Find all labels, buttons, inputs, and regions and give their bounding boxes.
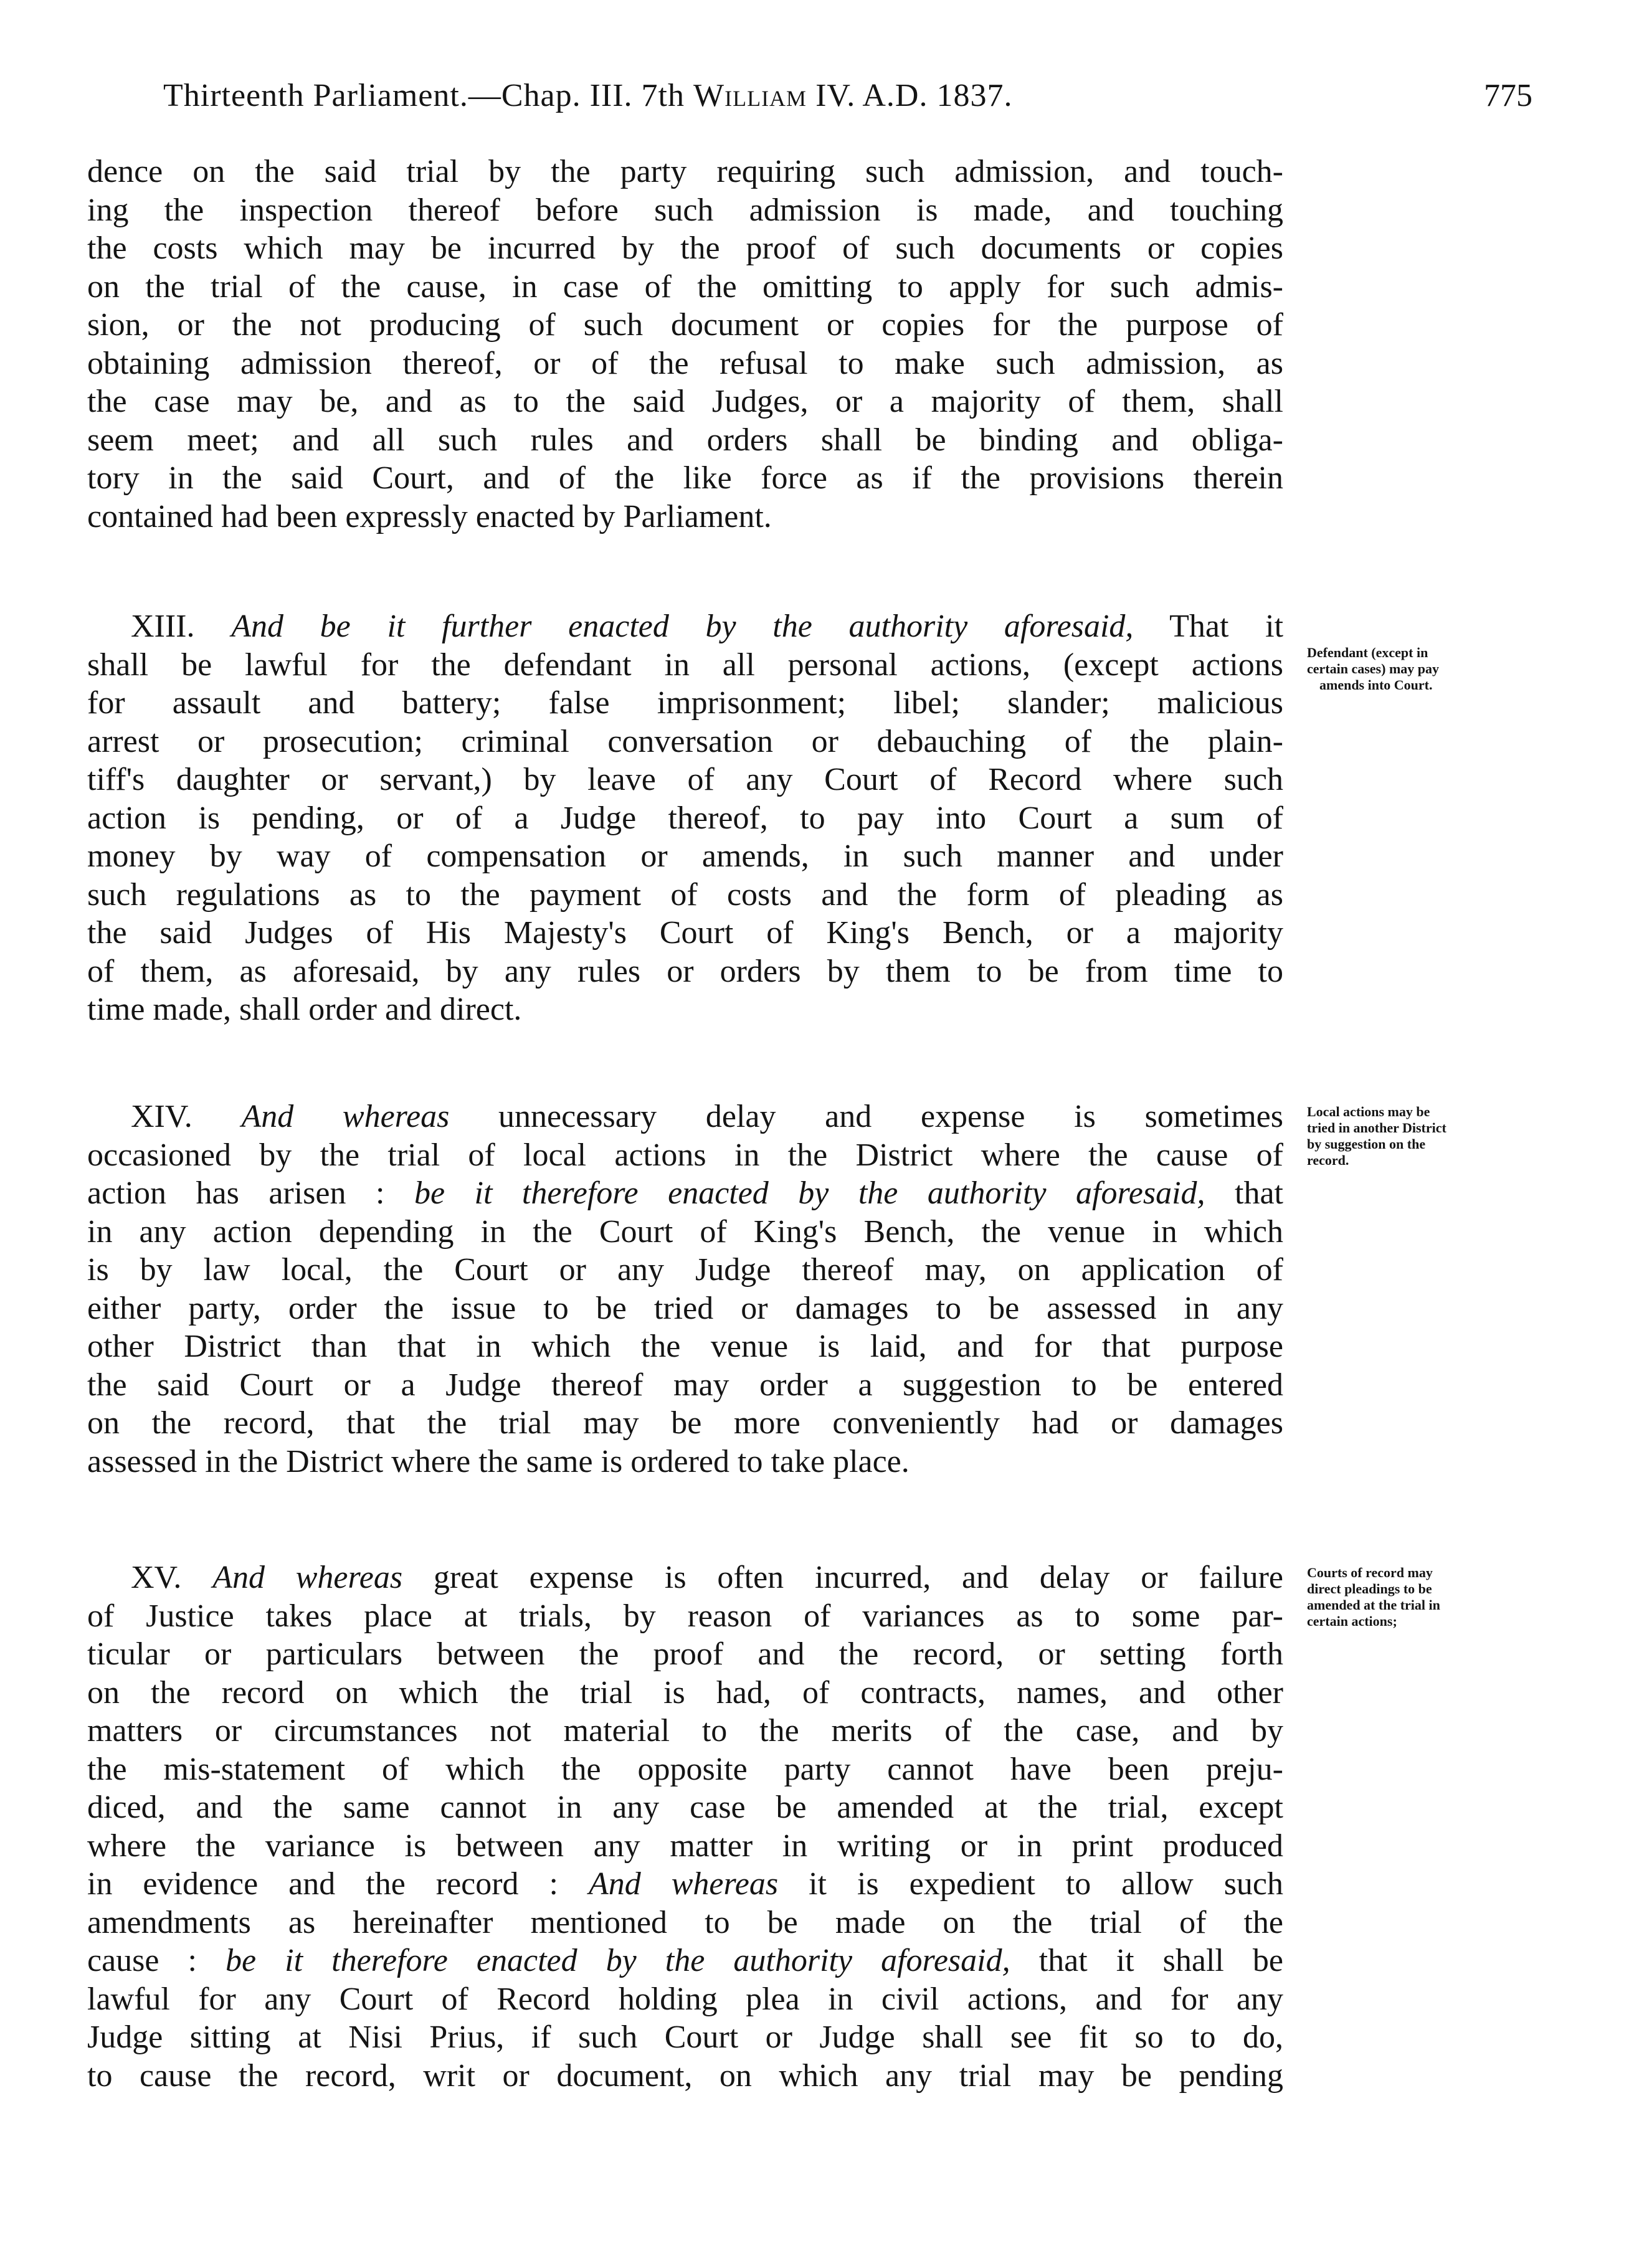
whereas-clause: And whereas <box>588 1866 779 1902</box>
text-line <box>87 1942 1283 1980</box>
section-number: XV. <box>131 1560 182 1595</box>
margin-note-line: amends into Court. <box>1319 677 1433 693</box>
text-line <box>87 1174 1283 1213</box>
text-line: of them, as aforesaid, by any rules or orders by them to be from time to <box>87 953 1283 989</box>
section-lead-line <box>87 607 1283 646</box>
section-xv <box>87 1559 1283 2095</box>
margin-note-xiv <box>1307 1104 1513 1169</box>
margin-note-line: tried in another District <box>1307 1120 1446 1136</box>
text-line: to cause the record, writ or document, on which any trial may be pending <box>87 2057 1283 2094</box>
margin-note-line: direct pleadings to be <box>1307 1581 1432 1597</box>
text-line: seem meet; and all such rules and orders shall be binding and obliga- <box>87 422 1283 458</box>
text-line <box>87 1865 1283 1904</box>
line-start: in evidence and the record : <box>87 1866 558 1902</box>
text-line: sion, or the not producing of such document or copies for the purpose of <box>87 307 1283 343</box>
lead-text: great expense is often incurred, and delay or failure <box>433 1560 1283 1595</box>
section-number: XIV. <box>131 1099 192 1134</box>
text-line: occasioned by the trial of local actions in the District where the cause of <box>87 1137 1283 1173</box>
text-line: either party, order the issue to be tried or damages to be assessed in any <box>87 1290 1283 1326</box>
title-end: IV. A.D. 1837. <box>815 78 1013 113</box>
margin-note-xiii <box>1307 645 1513 693</box>
page-number: 775 <box>1484 78 1532 113</box>
text-line: tory in the said Court, and of the like force as if the provisions therein <box>87 460 1283 496</box>
line-start: cause : <box>87 1943 197 1978</box>
section-xiv <box>87 1098 1283 1481</box>
text-line: arrest or prosecution; criminal conversation or debauching of the plain- <box>87 723 1283 759</box>
text-line: on the trial of the cause, in case of the omitting to apply for such admis- <box>87 268 1283 305</box>
text-line: the case may be, and as to the said Judges, or a majority of them, shall <box>87 384 1283 419</box>
text-line: matters or circumstances not material to the merits of the case, and by <box>87 1713 1283 1748</box>
text-line: action is pending, or of a Judge thereof, to pay into Court a sum of <box>87 800 1283 836</box>
line-end: it is expedient to allow such <box>809 1866 1283 1902</box>
text-line: of Justice takes place at trials, by reason of variances as to some par- <box>87 1598 1283 1634</box>
margin-note-line: certain actions; <box>1307 1613 1397 1629</box>
section-xiii <box>87 607 1283 1029</box>
running-title <box>163 74 1012 118</box>
margin-note-line: by suggestion on the <box>1307 1136 1426 1152</box>
line-end: that <box>1235 1175 1283 1211</box>
text-line: the costs which may be incurred by the proof of such documents or copies <box>87 230 1283 266</box>
title-start: Thirteenth Parliament.—Chap. III. 7th <box>163 78 685 113</box>
text-line: where the variance is between any matter in writing or in print produced <box>87 1828 1283 1864</box>
text-line: on the record, that the trial may be more conveniently had or damages <box>87 1405 1283 1441</box>
text-line: ing the inspection thereof before such admission is made, and touching <box>87 192 1283 228</box>
lead-text: unnecessary delay and expense is sometimes <box>498 1099 1283 1134</box>
margin-note-line: Courts of record may <box>1307 1565 1433 1580</box>
text-line: for assault and battery; false imprisonment; libel; slander; malicious <box>87 685 1283 721</box>
text-line: money by way of compensation or amends, in such manner and under <box>87 838 1283 874</box>
enacting-clause: be it therefore enacted by the authority aforesaid, <box>414 1175 1205 1211</box>
text-line: other District than that in which the venue is laid, and for that purpose <box>87 1329 1283 1364</box>
text-line: assessed in the District where the same is ordered to take place. <box>87 1443 910 1479</box>
section-lead-line <box>87 1559 1283 1597</box>
continuation-paragraph <box>87 153 1283 536</box>
text-line: the said Judges of His Majesty's Court of King's Bench, or a majority <box>87 915 1283 951</box>
text-line: in any action depending in the Court of King's Bench, the venue in which <box>87 1213 1283 1250</box>
text-line: ticular or particulars between the proof and the record, or setting forth <box>87 1636 1283 1672</box>
enacting-clause: And whereas <box>241 1099 450 1134</box>
text-line: diced, and the same cannot in any case be amended at the trial, except <box>87 1790 1283 1825</box>
text-line: shall be lawful for the defendant in all personal actions, (except actions <box>87 647 1283 683</box>
text-line: time made, shall order and direct. <box>87 992 522 1027</box>
text-line: dence on the said trial by the party requiring such admission, and touch- <box>87 154 1283 189</box>
text-line: obtaining admission thereof, or of the refusal to make such admission, as <box>87 345 1283 381</box>
margin-note-xv <box>1307 1565 1513 1630</box>
enacting-clause: And be it further enacted by the authority aforesaid, <box>231 609 1134 644</box>
running-header <box>163 74 1532 118</box>
margin-note-line: Defendant (except in <box>1307 645 1428 660</box>
text-line: is by law local, the Court or any Judge thereof may, on application of <box>87 1252 1283 1288</box>
title-king-name: William <box>693 78 807 113</box>
margin-note-line: amended at the trial in <box>1307 1597 1440 1613</box>
text-line: such regulations as to the payment of costs and the form of pleading as <box>87 876 1283 913</box>
enacting-clause: And whereas <box>212 1560 403 1595</box>
text-line: lawful for any Court of Record holding plea in civil actions, and for any <box>87 1981 1283 2017</box>
text-line: on the record on which the trial is had, of contracts, names, and other <box>87 1674 1283 1710</box>
margin-note-line: Local actions may be <box>1307 1104 1430 1119</box>
text-line: amendments as hereinafter mentioned to be made on the trial of the <box>87 1904 1283 1940</box>
text-line: the said Court or a Judge thereof may order a suggestion to be entered <box>87 1367 1283 1403</box>
enacting-clause: be it therefore enacted by the authority aforesaid, <box>226 1943 1010 1978</box>
text-line: Judge sitting at Nisi Prius, if such Court or Judge shall see fit so to do, <box>87 2019 1283 2055</box>
text-line: contained had been expressly enacted by Parliament. <box>87 498 772 534</box>
lead-text: That it <box>1169 609 1283 644</box>
section-lead-line <box>87 1098 1283 1136</box>
section-number: XIII. <box>131 609 195 644</box>
margin-note-line: record. <box>1307 1152 1349 1168</box>
margin-note-line: certain cases) may pay <box>1307 661 1440 676</box>
line-end: that it shall be <box>1038 1943 1283 1978</box>
line-start: action has arisen : <box>87 1175 385 1211</box>
text-line: tiff's daughter or servant,) by leave of any Court of Record where such <box>87 762 1283 797</box>
text-line: the mis-statement of which the opposite party cannot have been preju- <box>87 1751 1283 1787</box>
